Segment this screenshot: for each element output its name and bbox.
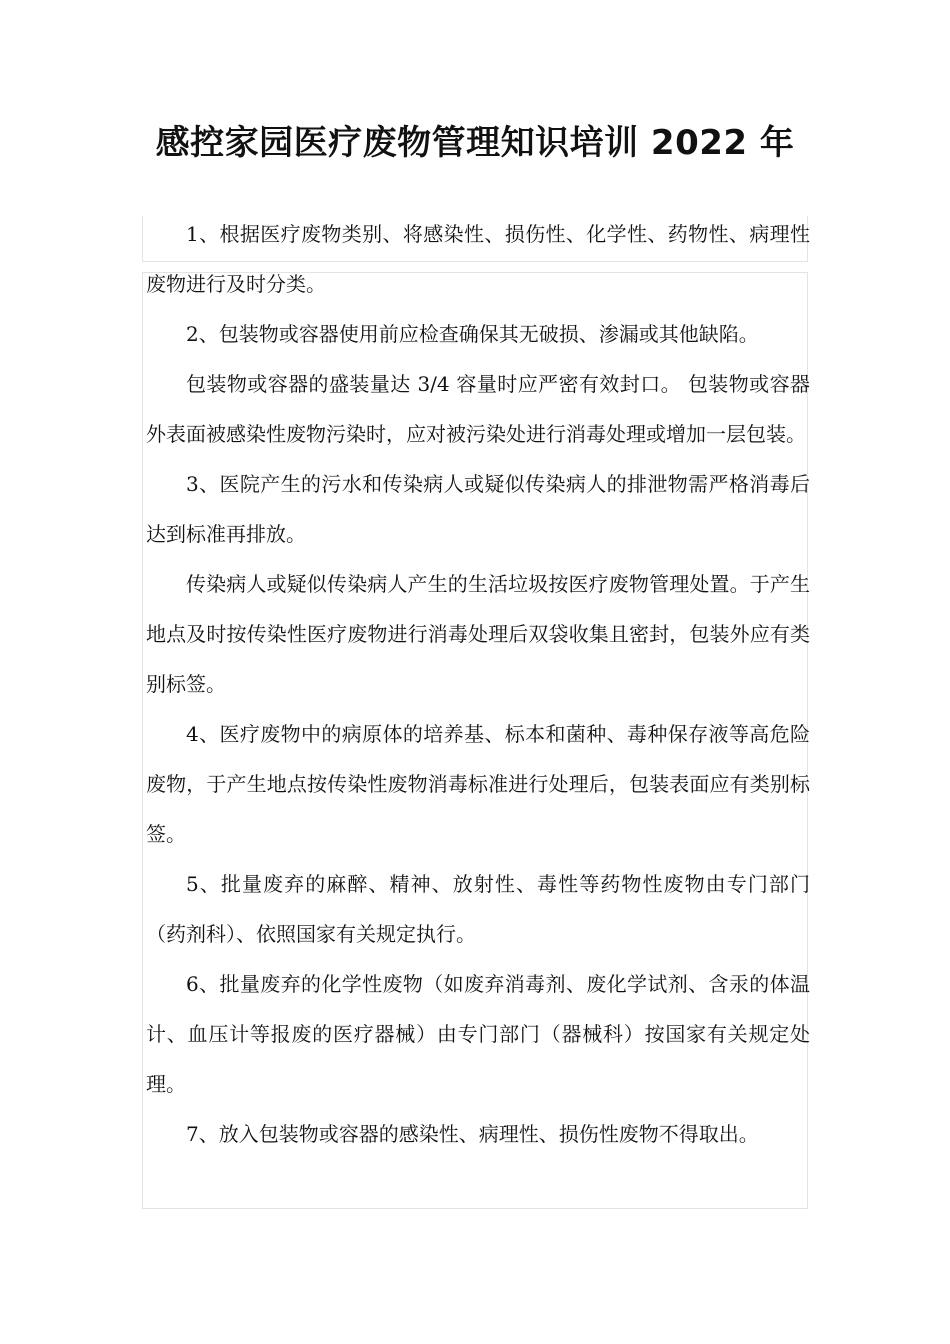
paragraph-5: 传染病人或疑似传染病人产生的生活垃圾按医疗废物管理处置。于产生地点及时按传染性医疗废物进行消毒处理后双袋收集且密封，包装外应有类别标签。 [146, 572, 810, 696]
document-title: 感控家园医疗废物管理知识培训 2022 年 [155, 123, 795, 163]
paragraph-1: 1、根据医疗废物类别、将感染性、损伤性、化学性、药物性、病理性废物进行及时分类。 [146, 222, 810, 296]
paragraph-2: 2、包装物或容器使用前应检查确保其无破损、渗漏或其他缺陷。 [186, 322, 759, 346]
paragraph-3: 包装物或容器的盛装量达 3/4 容量时应严密有效封口。 包装物或容器外表面被感染性废物污染时，应对被污染处进行消毒处理或增加一层包装。 [146, 372, 810, 446]
paragraph-7: 5、批量废弃的麻醉、精神、放射性、毒性等药物性废物由专门部门（药剂科）、依照国家有关规定执行。 [146, 872, 810, 946]
paragraph-9: 7、放入包装物或容器的感染性、病理性、损伤性废物不得取出。 [186, 1122, 759, 1146]
paragraph-8: 6、批量废弃的化学性废物（如废弃消毒剂、废化学试剂、含汞的体温计、血压计等报废的医疗器械）由专门部门（器械科）按国家有关规定处理。 [146, 972, 810, 1096]
document-body [146, 209, 810, 1159]
paragraph-4: 3、医院产生的污水和传染病人或疑似传染病人的排泄物需严格消毒后达到标准再排放。 [146, 472, 810, 546]
paragraph-6: 4、医疗废物中的病原体的培养基、标本和菌种、毒种保存液等高危险废物，于产生地点按传染性废物消毒标准进行处理后，包装表面应有类别标签。 [146, 722, 810, 846]
